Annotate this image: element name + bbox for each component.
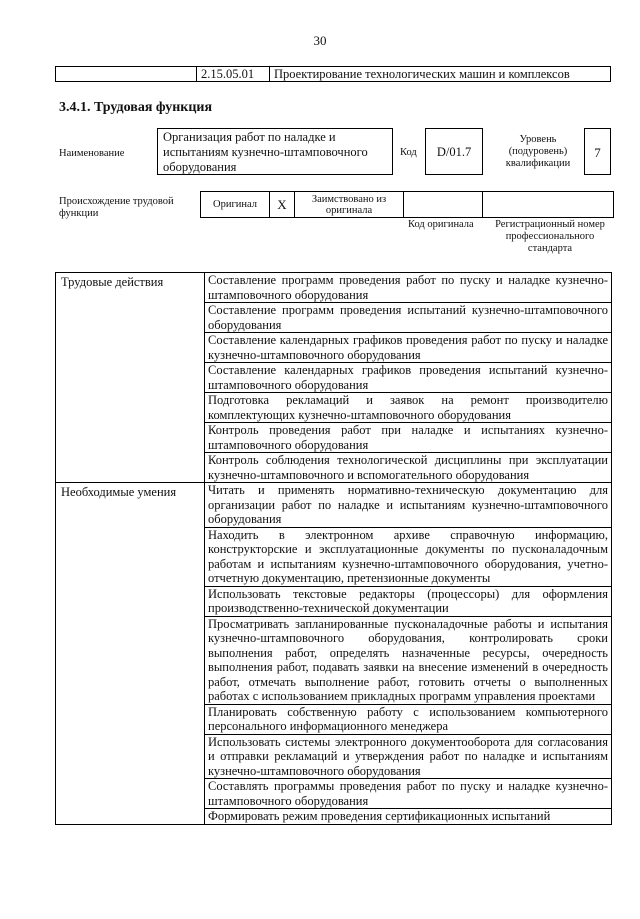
table-row (56, 273, 612, 303)
name-label: Наименование (59, 148, 125, 159)
origin-code-cell (404, 192, 483, 218)
page-number: 30 (313, 33, 327, 48)
category-cell: Необходимые умения (56, 483, 205, 825)
header-table (55, 66, 611, 82)
header-code: 2.15.05.01 (197, 67, 270, 82)
origin-reg-cell (483, 192, 614, 218)
origin-borrowed: Заимствовано из оригинала (295, 192, 404, 218)
table-row (56, 483, 612, 528)
category-cell: Трудовые действия (56, 273, 205, 483)
list-item: Просматривать запланированные пусконаладочные работы и испытания кузнечно-штамповочного оборудования, контролировать сроки выполнения работ, определять назначенные ресурсы, очередность выполнения работ, подавать заявки на внесение изменений в очередность работ, отмечать выполнение работ, готовить отчеты о выполненных работах с использованием прикладных программ управления проектами (205, 616, 612, 704)
list-item: Составление календарных графиков проведения испытаний кузнечно-штамповочного оборудования (205, 363, 612, 393)
list-item: Составление календарных графиков проведения работ по пуску и наладке кузнечно-штамповочного оборудования (205, 333, 612, 363)
function-code: D/01.7 (425, 128, 483, 175)
section-title: 3.4.1. Трудовая функция (59, 100, 213, 115)
level-label: Уровень (подуровень) квалификации (505, 134, 571, 169)
header-empty-cell (56, 67, 197, 82)
origin-mark: X (270, 192, 295, 218)
reg-number-label: Регистрационный номер профессионального стандарта (495, 219, 605, 254)
function-name: Организация работ по наладке и испытаниям кузнечно-штамповочного оборудования (157, 128, 393, 175)
header-title: Проектирование технологических машин и комплексов (270, 67, 611, 82)
origin-original: Оригинал (201, 192, 270, 218)
origin-table (200, 191, 614, 218)
list-item: Формировать режим проведения сертификационных испытаний (205, 809, 612, 825)
list-item: Составление программ проведения работ по пуску и наладке кузнечно-штамповочного оборудования (205, 273, 612, 303)
list-item: Подготовка рекламаций и заявок на ремонт производителю комплектующих кузнечно-штамповочного оборудования (205, 393, 612, 423)
list-item: Составление программ проведения испытаний кузнечно-штамповочного оборудования (205, 303, 612, 333)
qualification-level: 7 (584, 128, 611, 175)
list-item: Читать и применять нормативно-техническую документацию для организации работ по наладке и испытаниям кузнечно-штамповочного оборудования (205, 483, 612, 528)
code-label: Код (400, 147, 417, 158)
list-item: Контроль проведения работ при наладке и испытаниях кузнечно-штамповочного оборудования (205, 423, 612, 453)
origin-label: Происхождение трудовой функции (59, 196, 174, 219)
list-item: Контроль соблюдения технологической дисциплины при эксплуатации кузнечно-штамповочного и вспомогательного оборудования (205, 453, 612, 483)
list-item: Составлять программы проведения работ по пуску и наладке кузнечно-штамповочного оборудования (205, 779, 612, 809)
function-table (55, 272, 612, 825)
list-item: Использовать системы электронного документооборота для согласования и отправки рекламаций и утверждения работ по наладке и испытаниям кузнечно-штамповочного оборудования (205, 734, 612, 779)
list-item: Находить в электронном архиве справочную информацию, конструкторские и эксплуатационные документы по пусконаладочным работам и испытаниям кузнечно-штамповочного оборудования, учетно-отчетную документацию, претензионные документы (205, 527, 612, 586)
list-item: Использовать текстовые редакторы (процессоры) для оформления производственно-технической документации (205, 586, 612, 616)
code-original-label: Код оригинала (408, 219, 474, 230)
list-item: Планировать собственную работу с использованием компьютерного персонального информационного менеджера (205, 704, 612, 734)
